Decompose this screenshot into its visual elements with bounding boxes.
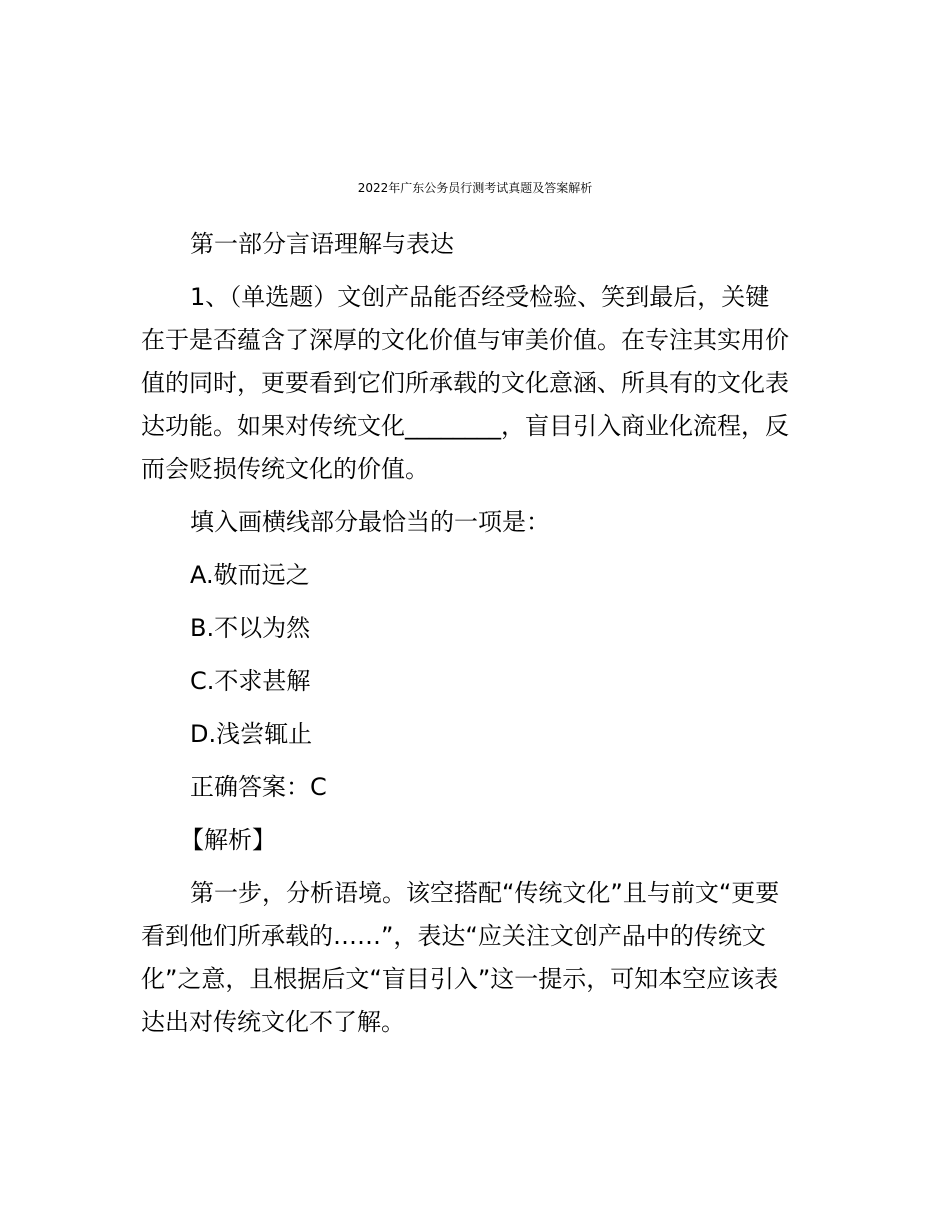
question-line: 在于是否蕴含了深厚的文化价值与审美价值。在专注其实用价 (141, 326, 789, 354)
analysis-heading: 【解析】 (180, 826, 276, 854)
option-d: D.浅尝辄止 (190, 720, 313, 748)
analysis-line: 化”之意，且根据后文“盲目引入”这一提示，可知本空应该表 (141, 965, 779, 993)
option-a: A.敬而远之 (190, 561, 310, 589)
analysis-line: 看到他们所承载的……”，表达“应关注文创产品中的传统文 (141, 922, 766, 950)
analysis-line: 达出对传统文化不了解。 (141, 1008, 405, 1036)
option-b: B.不以为然 (190, 614, 311, 642)
question-line: 达功能。如果对传统文化________，盲目引入商业化流程，反 (141, 412, 789, 440)
option-c: C.不求甚解 (190, 667, 311, 695)
document-title: 2022年广东公务员行测考试真题及答案解析 (357, 181, 593, 195)
question-line: 而会贬损传统文化的价值。 (141, 455, 429, 483)
question-prompt: 填入画横线部分最恰当的一项是： (190, 508, 550, 536)
question-line: 1、（单选题）文创产品能否经受检验、笑到最后，关键 (190, 283, 770, 311)
correct-answer: 正确答案：C (190, 773, 327, 801)
section-heading: 第一部分言语理解与表达 (190, 230, 454, 258)
question-line: 值的同时，更要看到它们所承载的文化意涵、所具有的文化表 (141, 369, 789, 397)
analysis-line: 第一步，分析语境。该空搭配“传统文化”且与前文“更要 (190, 879, 780, 907)
